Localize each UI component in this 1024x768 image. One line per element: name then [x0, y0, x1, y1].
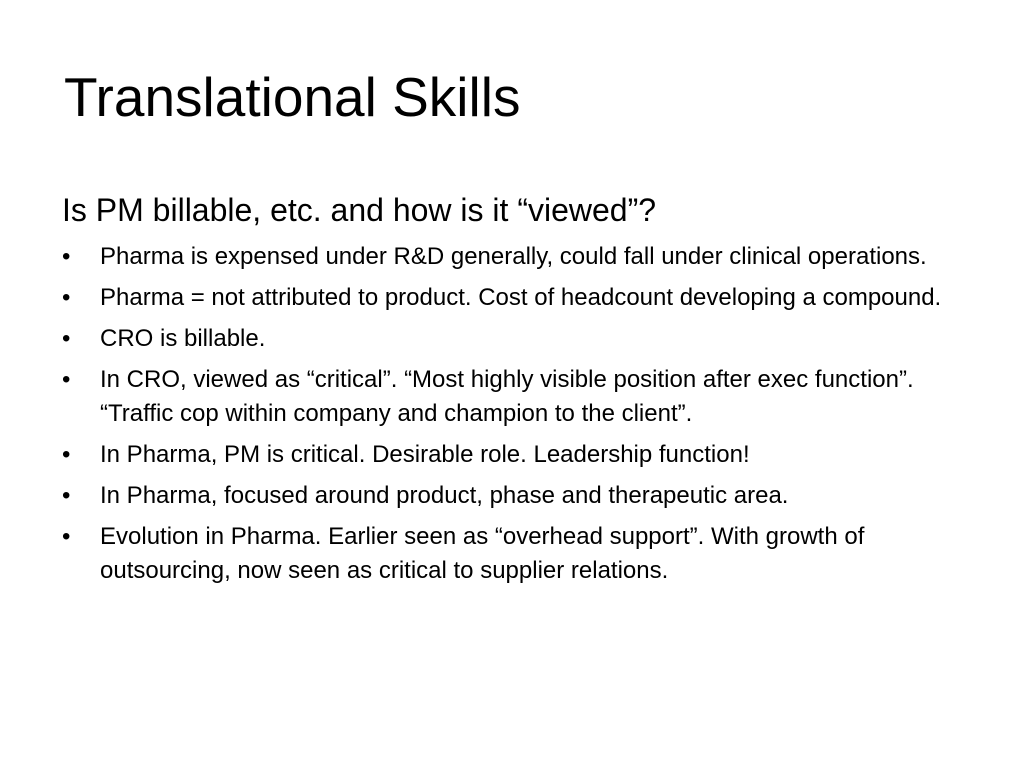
bullet-list [62, 240, 972, 595]
bullet-text: In Pharma, PM is critical. Desirable role. Leadership function! [100, 441, 750, 468]
bullet-point-icon: • [62, 523, 71, 550]
bullet-text: Evolution in Pharma. Earlier seen as “overhead support”. With growth of outsourcing, now seen as critical to supplier relations. [100, 523, 865, 584]
slide-subheading: Is PM billable, etc. and how is it “viewed”? [62, 192, 657, 228]
bullet-text: Pharma is expensed under R&D generally, could fall under clinical operations. [100, 243, 927, 270]
bullet-text: Pharma = not attributed to product. Cost of headcount developing a compound. [100, 284, 942, 311]
bullet-point-icon: • [62, 441, 71, 468]
bullet-point-icon: • [62, 284, 71, 311]
bullet-text: CRO is billable. [100, 325, 266, 352]
bullet-point-icon: • [62, 482, 71, 509]
bullet-item [62, 438, 972, 472]
bullet-item [62, 240, 972, 274]
bullet-item [62, 520, 972, 588]
bullet-item [62, 322, 972, 356]
bullet-item [62, 363, 972, 431]
bullet-point-icon: • [62, 366, 71, 393]
bullet-item [62, 281, 972, 315]
bullet-text: In Pharma, focused around product, phase and therapeutic area. [100, 482, 789, 509]
bullet-item [62, 479, 972, 513]
bullet-text: In CRO, viewed as “critical”. “Most highly visible position after exec function”. “Traffic cop within company and champion to the client”. [100, 366, 914, 427]
slide-title: Translational Skills [64, 66, 521, 128]
bullet-point-icon: • [62, 243, 71, 270]
bullet-point-icon: • [62, 325, 71, 352]
